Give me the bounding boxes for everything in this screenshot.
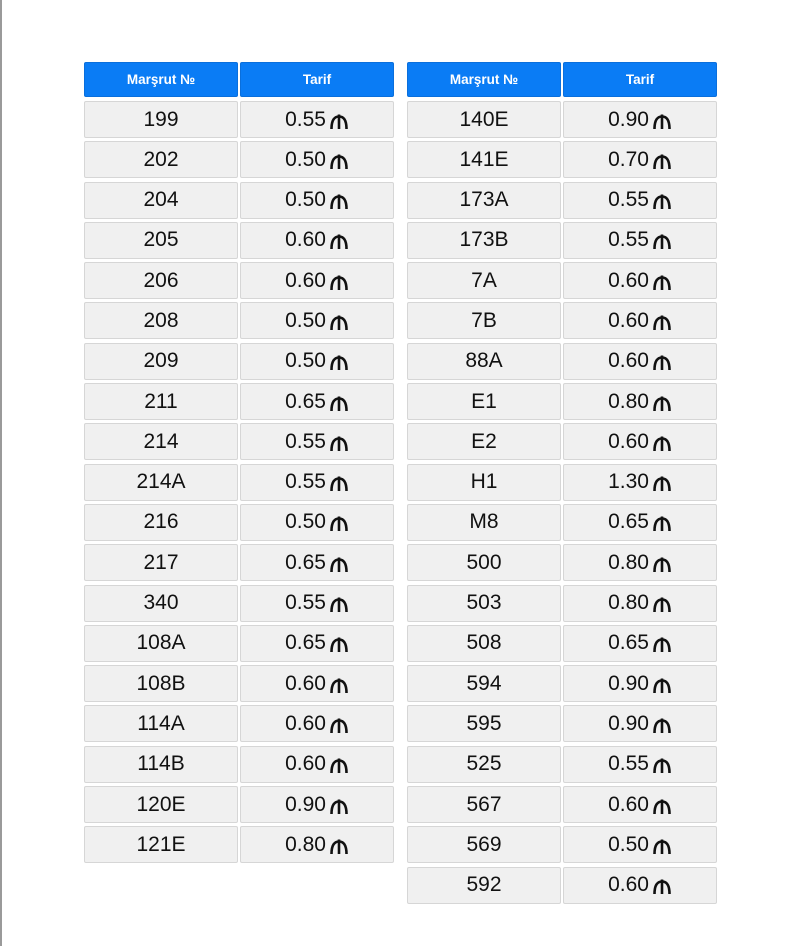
fare-cell xyxy=(563,343,717,380)
manat-sign-icon xyxy=(652,758,672,774)
fare-cell xyxy=(563,705,717,742)
fare-cell xyxy=(240,705,394,742)
fare-amount-group xyxy=(608,148,672,172)
fare-cell xyxy=(240,625,394,662)
fare-amount-group xyxy=(285,752,349,776)
fare-cell xyxy=(240,585,394,622)
manat-sign-icon xyxy=(329,194,349,210)
fare-value: 0.80 xyxy=(285,832,326,856)
fare-value: 0.50 xyxy=(285,349,326,373)
fare-value: 0.60 xyxy=(608,308,649,332)
fare-value: 0.60 xyxy=(608,429,649,453)
table-row xyxy=(407,585,717,622)
route-number-cell: 205 xyxy=(84,222,238,259)
fare-amount-group xyxy=(285,349,349,373)
route-number-cell: 214 xyxy=(84,423,238,460)
fare-value: 0.80 xyxy=(608,550,649,574)
manat-sign-icon xyxy=(652,154,672,170)
fare-value: 0.65 xyxy=(285,550,326,574)
manat-sign-icon xyxy=(652,275,672,291)
table-row xyxy=(84,705,394,742)
fare-value: 0.55 xyxy=(285,107,326,131)
table-row xyxy=(407,222,717,259)
fare-value: 0.65 xyxy=(285,631,326,655)
fare-value: 0.60 xyxy=(608,792,649,816)
fare-amount-group xyxy=(285,228,349,252)
table-row xyxy=(407,101,717,138)
table-row xyxy=(407,746,717,783)
route-number-cell: 114B xyxy=(84,746,238,783)
route-number-cell: E1 xyxy=(407,383,561,420)
fare-value: 0.50 xyxy=(608,832,649,856)
table-row xyxy=(84,141,394,178)
table-row xyxy=(84,101,394,138)
fare-table-left xyxy=(84,62,394,867)
table-row xyxy=(84,423,394,460)
fare-amount-group xyxy=(608,672,672,696)
fare-amount-group xyxy=(608,228,672,252)
table-row xyxy=(407,786,717,823)
fare-value: 0.55 xyxy=(608,752,649,776)
manat-sign-icon xyxy=(329,476,349,492)
fare-cell xyxy=(563,746,717,783)
route-column-header: Marşrut № xyxy=(84,62,238,97)
manat-sign-icon xyxy=(329,597,349,613)
fare-value: 0.65 xyxy=(608,510,649,534)
fare-value: 0.60 xyxy=(285,711,326,735)
manat-sign-icon xyxy=(652,879,672,895)
fare-amount-group xyxy=(285,551,349,575)
manat-sign-icon xyxy=(652,839,672,855)
fare-cell xyxy=(240,746,394,783)
route-number-cell: 508 xyxy=(407,625,561,662)
route-number-cell: 173B xyxy=(407,222,561,259)
fare-value: 0.50 xyxy=(285,510,326,534)
fare-amount-group xyxy=(285,631,349,655)
manat-sign-icon xyxy=(652,355,672,371)
table-row xyxy=(407,544,717,581)
manat-sign-icon xyxy=(652,799,672,815)
fare-amount-group xyxy=(608,390,672,414)
fare-amount-group xyxy=(285,470,349,494)
fare-value: 0.55 xyxy=(608,188,649,212)
route-column-header: Marşrut № xyxy=(407,62,561,97)
fare-cell xyxy=(240,544,394,581)
manat-sign-icon xyxy=(652,114,672,130)
manat-sign-icon xyxy=(329,557,349,573)
fare-value: 0.70 xyxy=(608,147,649,171)
table-row xyxy=(84,222,394,259)
table-row xyxy=(407,302,717,339)
fare-cell xyxy=(563,101,717,138)
fare-amount-group xyxy=(608,793,672,817)
table-body xyxy=(84,101,394,863)
fare-value: 0.55 xyxy=(285,591,326,615)
manat-sign-icon xyxy=(329,839,349,855)
fare-amount-group xyxy=(285,108,349,132)
fare-cell xyxy=(563,383,717,420)
fare-value: 0.55 xyxy=(285,470,326,494)
fare-cell xyxy=(240,343,394,380)
fare-amount-group xyxy=(285,148,349,172)
table-row xyxy=(407,464,717,501)
fare-cell xyxy=(240,464,394,501)
table-row xyxy=(84,343,394,380)
fare-value: 0.60 xyxy=(285,752,326,776)
fare-value: 0.90 xyxy=(608,671,649,695)
fare-cell xyxy=(563,262,717,299)
route-number-cell: E2 xyxy=(407,423,561,460)
route-number-cell: 121E xyxy=(84,826,238,863)
fare-value: 0.65 xyxy=(285,389,326,413)
table-row xyxy=(407,262,717,299)
fare-value: 0.50 xyxy=(285,147,326,171)
route-number-cell: 594 xyxy=(407,665,561,702)
manat-sign-icon xyxy=(652,476,672,492)
fare-cell xyxy=(563,302,717,339)
fare-column-header: Tarif xyxy=(563,62,717,97)
manat-sign-icon xyxy=(652,234,672,250)
fare-cell xyxy=(563,182,717,219)
manat-sign-icon xyxy=(652,678,672,694)
route-number-cell: H1 xyxy=(407,464,561,501)
fare-amount-group xyxy=(285,793,349,817)
fare-value: 0.80 xyxy=(608,591,649,615)
route-number-cell: 503 xyxy=(407,585,561,622)
fare-cell xyxy=(563,625,717,662)
table-body xyxy=(407,101,717,904)
route-number-cell: 108B xyxy=(84,665,238,702)
route-number-cell: 202 xyxy=(84,141,238,178)
fare-cell xyxy=(563,141,717,178)
manat-sign-icon xyxy=(329,516,349,532)
fare-value: 0.60 xyxy=(285,671,326,695)
route-number-cell: 173A xyxy=(407,182,561,219)
table-row xyxy=(84,383,394,420)
route-number-cell: 525 xyxy=(407,746,561,783)
manat-sign-icon xyxy=(329,758,349,774)
fare-cell xyxy=(240,786,394,823)
fare-amount-group xyxy=(608,591,672,615)
fare-value: 0.80 xyxy=(608,389,649,413)
fare-cell xyxy=(563,867,717,904)
route-number-cell: 211 xyxy=(84,383,238,420)
route-number-cell: 7B xyxy=(407,302,561,339)
table-row xyxy=(407,826,717,863)
fare-cell xyxy=(240,302,394,339)
table-row xyxy=(407,423,717,460)
fare-cell xyxy=(563,423,717,460)
fare-table-right xyxy=(407,62,717,907)
manat-sign-icon xyxy=(652,315,672,331)
route-number-cell: 7A xyxy=(407,262,561,299)
table-row xyxy=(84,826,394,863)
fare-value: 0.60 xyxy=(285,268,326,292)
table-row xyxy=(84,464,394,501)
manat-sign-icon xyxy=(329,234,349,250)
route-number-cell: 217 xyxy=(84,544,238,581)
manat-sign-icon xyxy=(652,637,672,653)
fare-amount-group xyxy=(608,309,672,333)
fare-cell xyxy=(563,464,717,501)
fare-cell xyxy=(240,182,394,219)
fare-amount-group xyxy=(285,188,349,212)
route-number-cell: 120E xyxy=(84,786,238,823)
table-header-row xyxy=(407,62,717,97)
fare-amount-group xyxy=(285,510,349,534)
fare-value: 0.60 xyxy=(608,349,649,373)
fare-amount-group xyxy=(285,269,349,293)
manat-sign-icon xyxy=(652,557,672,573)
route-number-cell: 216 xyxy=(84,504,238,541)
fare-cell xyxy=(240,262,394,299)
table-row xyxy=(84,665,394,702)
fare-value: 0.50 xyxy=(285,188,326,212)
manat-sign-icon xyxy=(329,315,349,331)
route-number-cell: 500 xyxy=(407,544,561,581)
fare-amount-group xyxy=(285,309,349,333)
route-number-cell: 199 xyxy=(84,101,238,138)
manat-sign-icon xyxy=(329,355,349,371)
fare-amount-group xyxy=(608,712,672,736)
route-number-cell: 595 xyxy=(407,705,561,742)
fare-cell xyxy=(563,504,717,541)
table-row xyxy=(84,544,394,581)
route-number-cell: 204 xyxy=(84,182,238,219)
fare-value: 0.50 xyxy=(285,308,326,332)
manat-sign-icon xyxy=(652,436,672,452)
fare-cell xyxy=(240,383,394,420)
manat-sign-icon xyxy=(329,799,349,815)
manat-sign-icon xyxy=(329,114,349,130)
route-number-cell: 140E xyxy=(407,101,561,138)
route-number-cell: 208 xyxy=(84,302,238,339)
table-row xyxy=(407,625,717,662)
fare-cell xyxy=(563,585,717,622)
fare-amount-group xyxy=(608,108,672,132)
manat-sign-icon xyxy=(652,718,672,734)
route-number-cell: 114A xyxy=(84,705,238,742)
table-row xyxy=(407,504,717,541)
manat-sign-icon xyxy=(329,396,349,412)
fare-cell xyxy=(563,665,717,702)
fare-cell xyxy=(563,544,717,581)
table-row xyxy=(407,141,717,178)
fare-amount-group xyxy=(608,188,672,212)
fare-value: 0.60 xyxy=(608,873,649,897)
table-row xyxy=(407,705,717,742)
fare-amount-group xyxy=(285,672,349,696)
fare-amount-group xyxy=(608,510,672,534)
route-number-cell: 567 xyxy=(407,786,561,823)
fare-cell xyxy=(240,101,394,138)
fare-value: 0.90 xyxy=(608,711,649,735)
manat-sign-icon xyxy=(329,154,349,170)
fare-amount-group xyxy=(608,470,672,494)
fare-cell xyxy=(240,141,394,178)
fare-cell xyxy=(563,826,717,863)
table-header-row xyxy=(84,62,394,97)
table-row xyxy=(84,504,394,541)
fare-value: 0.55 xyxy=(608,228,649,252)
route-number-cell: 340 xyxy=(84,585,238,622)
route-number-cell: 141E xyxy=(407,141,561,178)
fare-value: 0.60 xyxy=(608,268,649,292)
table-row xyxy=(407,343,717,380)
table-row xyxy=(84,746,394,783)
fare-amount-group xyxy=(285,430,349,454)
table-row xyxy=(407,182,717,219)
fare-column-header: Tarif xyxy=(240,62,394,97)
fare-value: 0.65 xyxy=(608,631,649,655)
fare-amount-group xyxy=(285,712,349,736)
fare-cell xyxy=(240,222,394,259)
manat-sign-icon xyxy=(652,396,672,412)
fare-amount-group xyxy=(285,833,349,857)
fare-amount-group xyxy=(608,349,672,373)
fare-value: 0.90 xyxy=(285,792,326,816)
fare-amount-group xyxy=(608,430,672,454)
fare-amount-group xyxy=(608,269,672,293)
table-row xyxy=(84,786,394,823)
fare-cell xyxy=(240,504,394,541)
fare-amount-group xyxy=(608,873,672,897)
route-number-cell: 592 xyxy=(407,867,561,904)
route-number-cell: 569 xyxy=(407,826,561,863)
route-number-cell: 108A xyxy=(84,625,238,662)
route-number-cell: 206 xyxy=(84,262,238,299)
fare-cell xyxy=(240,826,394,863)
manat-sign-icon xyxy=(329,637,349,653)
table-row xyxy=(84,302,394,339)
manat-sign-icon xyxy=(329,718,349,734)
fare-amount-group xyxy=(608,631,672,655)
fare-cell xyxy=(563,222,717,259)
fare-value: 0.90 xyxy=(608,107,649,131)
fare-amount-group xyxy=(608,752,672,776)
route-number-cell: 88A xyxy=(407,343,561,380)
fare-cell xyxy=(240,665,394,702)
table-row xyxy=(84,585,394,622)
manat-sign-icon xyxy=(652,516,672,532)
table-row xyxy=(84,182,394,219)
manat-sign-icon xyxy=(652,597,672,613)
manat-sign-icon xyxy=(329,678,349,694)
fare-amount-group xyxy=(608,551,672,575)
manat-sign-icon xyxy=(329,275,349,291)
manat-sign-icon xyxy=(652,194,672,210)
table-row xyxy=(407,665,717,702)
route-number-cell: 209 xyxy=(84,343,238,380)
route-number-cell: 214A xyxy=(84,464,238,501)
manat-sign-icon xyxy=(329,436,349,452)
fare-value: 0.60 xyxy=(285,228,326,252)
fare-cell xyxy=(240,423,394,460)
fare-cell xyxy=(563,786,717,823)
window-left-edge xyxy=(0,0,2,946)
table-row xyxy=(84,625,394,662)
fare-value: 0.55 xyxy=(285,429,326,453)
fare-amount-group xyxy=(285,591,349,615)
fare-amount-group xyxy=(608,833,672,857)
table-row xyxy=(407,383,717,420)
fare-value: 1.30 xyxy=(608,470,649,494)
fare-amount-group xyxy=(285,390,349,414)
route-number-cell: M8 xyxy=(407,504,561,541)
table-row xyxy=(407,867,717,904)
table-row xyxy=(84,262,394,299)
